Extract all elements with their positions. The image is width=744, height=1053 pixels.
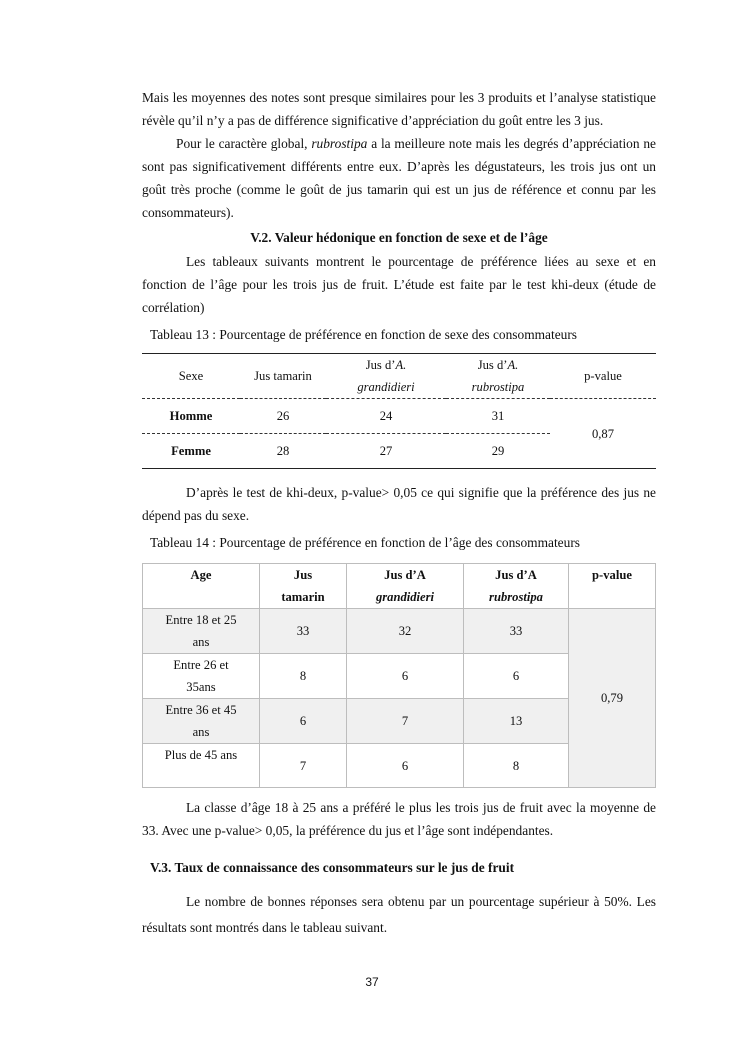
table13-header-row (142, 354, 656, 399)
cell-grandidieri: 32 (347, 609, 464, 654)
col-header-rubrostipa (464, 564, 569, 609)
cell-pvalue: 0,87 (550, 399, 656, 469)
cell-pvalue: 0,79 (569, 609, 656, 788)
row-label-line: Entre 36 et 45 (165, 703, 237, 717)
col-header-rubrostipa (446, 354, 550, 399)
row-label-line: Entre 26 et (173, 658, 229, 672)
row-label (143, 609, 260, 654)
row-label: Homme (142, 399, 240, 434)
header-text: Jus (293, 568, 313, 582)
paragraph-khi-deux-sexe: D’après le test de khi-deux, p-value> 0,05 ce qui signifie que la préférence des jus ne dépend pas du sexe. (142, 485, 656, 523)
col-header-age: Age (143, 564, 260, 609)
paragraph-tables-intro: Les tableaux suivants montrent le pourcentage de préférence liées au sexe et en fonction de l’âge pour les trois jus de fruit. L’étude est faite par le test khi-deux (étude de corrélation) (142, 254, 656, 315)
section-heading-v2: V.2. Valeur hédonique en fonction de sexe et de l’âge (250, 230, 548, 245)
header-text: rubrostipa (471, 380, 525, 394)
header-text: rubrostipa (489, 590, 543, 604)
col-header-grandidieri (326, 354, 446, 399)
cell-grandidieri: 7 (347, 699, 464, 744)
table-row (143, 609, 656, 654)
page-number: 37 (365, 975, 379, 989)
table13-caption: Tableau 13 : Pourcentage de préférence en fonction de sexe des consommateurs (150, 327, 578, 342)
header-text: Jus d’ (365, 358, 396, 372)
table14-header-row (143, 564, 656, 609)
cell-tamarin: 26 (240, 399, 326, 434)
text-span: Pour le caractère global, (176, 136, 312, 151)
paragraph-knowledge: Le nombre de bonnes réponses sera obtenu par un pourcentage supérieur à 50%. Les résultats sont montrés dans le tableau suivant. (142, 894, 656, 935)
header-text: Jus d’ (477, 358, 508, 372)
table-row (142, 399, 656, 434)
header-text: grandidieri (357, 380, 415, 394)
row-label-line: ans (192, 725, 210, 739)
row-label-line: ans (192, 635, 210, 649)
col-header-grandidieri (347, 564, 464, 609)
header-text: tamarin (281, 590, 325, 604)
cell-rubrostipa: 6 (464, 654, 569, 699)
cell-rubrostipa: 8 (464, 744, 569, 788)
cell-tamarin: 7 (260, 744, 347, 788)
cell-tamarin: 28 (240, 434, 326, 469)
cell-tamarin: 6 (260, 699, 347, 744)
row-label: Plus de 45 ans (143, 744, 260, 788)
row-label: Femme (142, 434, 240, 469)
table14-caption: Tableau 14 : Pourcentage de préférence en fonction de l’âge des consommateurs (150, 535, 580, 550)
cell-rubrostipa: 33 (464, 609, 569, 654)
species-name: rubrostipa (311, 136, 368, 151)
table13 (142, 353, 656, 469)
row-label (143, 699, 260, 744)
paragraph-intro: Mais les moyennes des notes sont presque similaires pour les 3 produits et l’analyse statistique révèle qu’il n’y a pas de différence significative d’appréciation du goût entre les 3 jus. (142, 90, 656, 128)
col-header-sexe: Sexe (142, 354, 240, 399)
cell-grandidieri: 27 (326, 434, 446, 469)
cell-grandidieri: 24 (326, 399, 446, 434)
paragraph-age-class: La classe d’âge 18 à 25 ans a préféré le plus les trois jus de fruit avec la moyenne de 33. Avec une p-value> 0,05, la préférence du jus et l’âge sont indépendantes. (142, 800, 656, 838)
cell-grandidieri: 6 (347, 744, 464, 788)
cell-tamarin: 33 (260, 609, 347, 654)
col-header-tamarin (260, 564, 347, 609)
cell-rubrostipa: 13 (464, 699, 569, 744)
header-text: Jus d’A (384, 568, 426, 582)
header-text: A. (507, 358, 519, 372)
cell-rubrostipa: 31 (446, 399, 550, 434)
header-text: grandidieri (375, 590, 435, 604)
text-span: a la meilleure note mais les degrés d’appréciation ne sont pas significativement différents entre eux. D’après les dégustateurs, les trois jus ont un goût très proche (comme le goût de jus tamarin qui est un jus de référence et connu par les consommateurs). (142, 136, 656, 220)
paragraph-global-character (142, 132, 656, 224)
header-text: A. (395, 358, 407, 372)
cell-rubrostipa: 29 (446, 434, 550, 469)
document-page (142, 86, 656, 941)
row-label-line: 35ans (186, 680, 216, 694)
col-header-tamarin: Jus tamarin (240, 354, 326, 399)
header-text: Jus d’A (495, 568, 537, 582)
cell-tamarin: 8 (260, 654, 347, 699)
table14 (142, 563, 656, 788)
row-label-line: Entre 18 et 25 (165, 613, 237, 627)
col-header-pvalue: p-value (569, 564, 656, 609)
section-heading-v3: V.3. Taux de connaissance des consommateurs sur le jus de fruit (150, 860, 515, 875)
cell-grandidieri: 6 (347, 654, 464, 699)
row-label (143, 654, 260, 699)
col-header-pvalue: p-value (550, 354, 656, 399)
